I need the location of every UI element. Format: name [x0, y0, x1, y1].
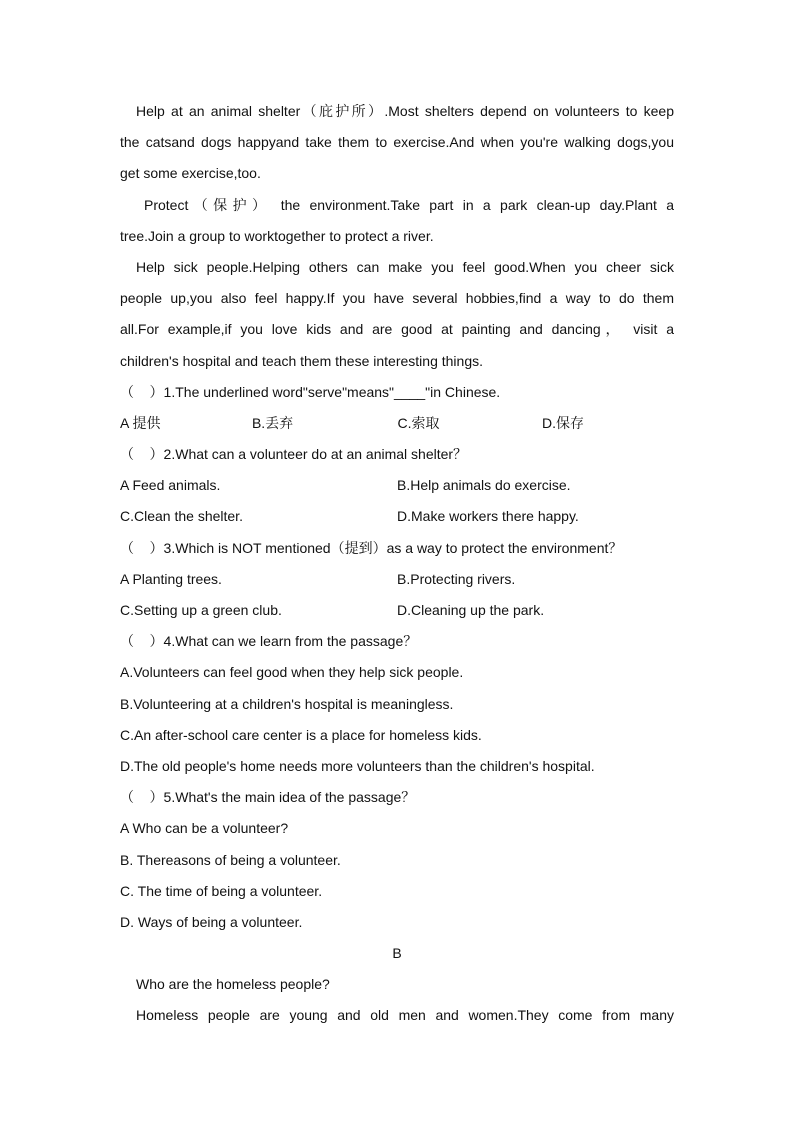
- option-d: D.Cleaning up the park.: [397, 602, 545, 618]
- option-b: B.Protecting rivers.: [397, 570, 516, 587]
- options-row: [120, 408, 674, 439]
- passage-line: people up,you also feel happy.If you have several hobbies,find a way to do them: [120, 290, 674, 307]
- document-page: [120, 96, 674, 1032]
- options-row: [120, 564, 674, 595]
- option-c: C.索取: [397, 414, 440, 431]
- question-stem: （ ）2.What can a volunteer do at an animal shelter？: [120, 446, 468, 463]
- option-b: B.Volunteering at a children's hospital is meaningless.: [120, 695, 454, 712]
- question-5: [120, 782, 674, 938]
- question-stem: （ ）1.The underlined word"serve"means"____"in Chinese.: [120, 383, 501, 400]
- option-d: D.Make workers there happy.: [397, 508, 579, 525]
- passage-line: children's hospital and teach them these interesting things.: [120, 352, 484, 369]
- question-stem: （ ）4.What can we learn from the passage？: [120, 633, 418, 650]
- question-stem: （ ）3.Which is NOT mentioned（提到）as a way to protect the environment？: [120, 539, 623, 556]
- passage-line: Protect（保护） the environment.Take part in a park clean-up day.Plant a: [144, 196, 674, 213]
- options-row: [120, 595, 674, 626]
- passage-line: Help at an animal shelter（庇护所）.Most shelters depend on volunteers to keep: [136, 103, 674, 119]
- passage-line: tree.Join a group to worktogether to protect a river.: [120, 227, 434, 244]
- section-b: [120, 938, 674, 1032]
- options-row: [120, 501, 674, 532]
- option-c: C.Setting up a green club.: [120, 602, 282, 618]
- option-a: A Who can be a volunteer?: [120, 820, 289, 837]
- passage-line: get some exercise,too.: [120, 165, 261, 182]
- option-a: A Feed animals.: [120, 477, 221, 494]
- passage-line: Who are the homeless people?: [136, 976, 330, 993]
- question-3: [120, 533, 674, 627]
- passage-line: the catsand dogs happyand take them to exercise.And when you're walking dogs,you: [120, 134, 674, 151]
- passage-line: all.For example,if you love kids and are good at painting and dancing， visit a: [120, 321, 674, 338]
- option-b: B.Help animals do exercise.: [397, 477, 571, 494]
- passage-a: [120, 96, 674, 377]
- option-a: A 提供: [120, 414, 161, 431]
- options-row: [120, 470, 674, 501]
- option-d: D.The old people's home needs more volunteers than the children's hospital.: [120, 757, 595, 774]
- section-heading: B: [392, 945, 402, 962]
- option-d: D. Ways of being a volunteer.: [120, 913, 303, 930]
- option-b: B.丢弃: [251, 414, 294, 431]
- question-stem: （ ）5.What's the main idea of the passage？: [120, 789, 416, 806]
- passage-line: Help sick people.Helping others can make you feel good.When you cheer sick: [136, 258, 674, 275]
- option-a: A Planting trees.: [120, 570, 222, 587]
- passage-line: Homeless people are young and old men and women.They come from many: [136, 1007, 674, 1024]
- question-4: [120, 626, 674, 782]
- question-2: [120, 439, 674, 533]
- option-a: A.Volunteers can feel good when they help sick people.: [120, 664, 464, 681]
- option-c: C.Clean the shelter.: [120, 508, 243, 525]
- option-b: B. Thereasons of being a volunteer.: [120, 851, 341, 868]
- option-c: C. The time of being a volunteer.: [120, 882, 323, 899]
- option-c: C.An after-school care center is a place for homeless kids.: [120, 726, 482, 743]
- option-d: D.保存: [542, 414, 585, 431]
- question-1: [120, 377, 674, 439]
